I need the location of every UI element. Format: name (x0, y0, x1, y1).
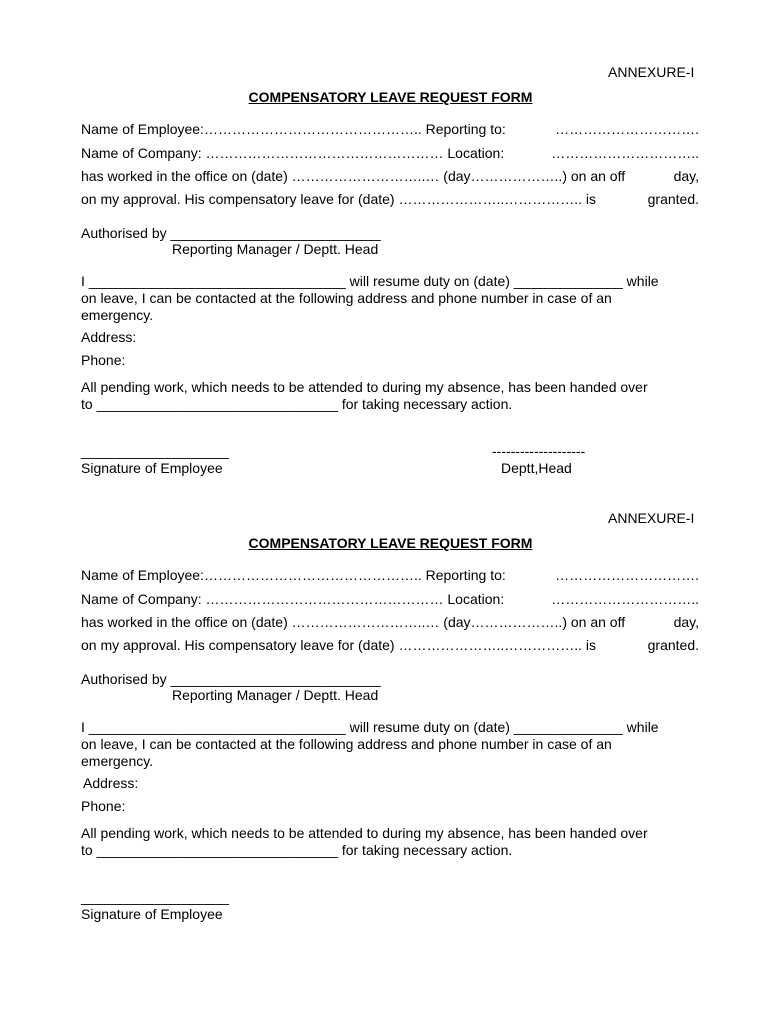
pending-line-2: to _______________________________ for taking necessary action. (81, 842, 513, 858)
authorised-role: Reporting Manager / Deptt. Head (172, 687, 379, 703)
authorised-by: Authorised by ___________________________ (81, 225, 381, 241)
worked-row-right: day, (673, 614, 699, 630)
pending-line-2: to _______________________________ for taking necessary action. (81, 396, 513, 412)
address-label: Address: (83, 775, 139, 791)
company-row-right: ………………………….. (551, 145, 699, 161)
address-label: Address: (81, 329, 137, 345)
company-row (81, 591, 699, 608)
employee-signature-label: Signature of Employee (81, 460, 223, 476)
form-title: COMPENSATORY LEAVE REQUEST FORM (248, 89, 533, 105)
employee-signature-label: Signature of Employee (81, 906, 223, 922)
employee-row (81, 121, 699, 138)
employee-row-right: …………………………. (555, 121, 699, 137)
employee-signature-line: ___________________ (81, 443, 229, 459)
worked-row-left: has worked in the office on (date) ………………………..… (day………………..) on an off (81, 614, 626, 630)
approval-row-left: on my approval. His compensatory leave for (date) …………………..…………….. is (81, 191, 597, 207)
authorised-by: Authorised by ___________________________ (81, 671, 381, 687)
authorised-role: Reporting Manager / Deptt. Head (172, 241, 379, 257)
worked-row-left: has worked in the office on (date) ………………………..… (day………………..) on an off (81, 168, 626, 184)
resume-line-1: I _________________________________ will resume duty on (date) ______________ while (81, 273, 659, 289)
company-row-left: Name of Company: …………………………………………… Location: (81, 145, 505, 161)
worked-row (81, 614, 699, 631)
employee-row-right: …………………………. (555, 567, 699, 583)
resume-line-2: on leave, I can be contacted at the following address and phone number in case of an (81, 290, 612, 306)
pending-line-1: All pending work, which needs to be attended to during my absence, has been handed over (81, 379, 648, 395)
resume-line-3: emergency. (81, 753, 154, 769)
resume-line-2: on leave, I can be contacted at the following address and phone number in case of an (81, 736, 612, 752)
company-row (81, 145, 699, 162)
annexure-label: ANNEXURE-I (608, 510, 695, 526)
worked-row (81, 168, 699, 185)
phone-label: Phone: (81, 798, 126, 814)
worked-row-right: day, (673, 168, 699, 184)
company-row-right: ………………………….. (551, 591, 699, 607)
employee-row (81, 567, 699, 584)
resume-line-1: I _________________________________ will resume duty on (date) ______________ while (81, 719, 659, 735)
head-signature-line: -------------------- (492, 443, 586, 459)
head-signature-label: Deptt,Head (501, 460, 572, 476)
annexure-label: ANNEXURE-I (608, 64, 695, 80)
employee-row-left: Name of Employee:……………………………………….. Reporting to: (81, 567, 506, 583)
approval-row-right: granted. (647, 191, 699, 207)
approval-row (81, 191, 699, 208)
pending-line-1: All pending work, which needs to be attended to during my absence, has been handed over (81, 825, 648, 841)
approval-row-right: granted. (647, 637, 699, 653)
employee-signature-line: ___________________ (81, 889, 229, 905)
phone-label: Phone: (81, 352, 126, 368)
form-title: COMPENSATORY LEAVE REQUEST FORM (248, 535, 533, 551)
company-row-left: Name of Company: …………………………………………… Location: (81, 591, 505, 607)
approval-row-left: on my approval. His compensatory leave for (date) …………………..…………….. is (81, 637, 597, 653)
approval-row (81, 637, 699, 654)
resume-line-3: emergency. (81, 307, 154, 323)
employee-row-left: Name of Employee:……………………………………….. Reporting to: (81, 121, 506, 137)
